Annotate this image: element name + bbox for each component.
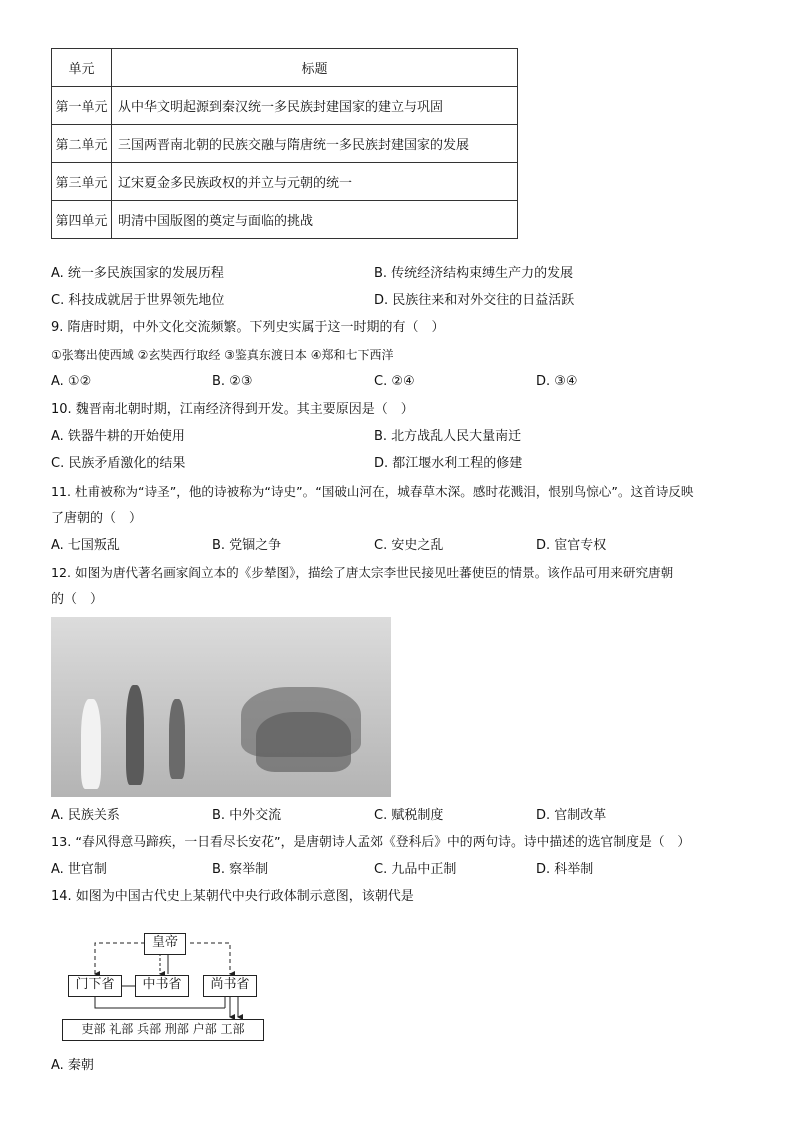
q11-stem-line2: 了唐朝的（ ） bbox=[51, 511, 143, 526]
unit-cell: 第四单元 bbox=[52, 201, 112, 239]
q10-option-a: A. 铁器牛耕的开始使用 bbox=[51, 429, 185, 444]
q12-option-b: B. 中外交流 bbox=[212, 808, 282, 823]
q11-option-b: B. 党锢之争 bbox=[212, 538, 282, 553]
q11-option-a: A. 七国叛乱 bbox=[51, 538, 120, 553]
q11-stem-line1: 11. 杜甫被称为“诗圣”，他的诗被称为“诗史”。“国破山河在，城春草木深。感时花溅泪，恨别鸟惊心”。这首诗反映 bbox=[51, 484, 694, 499]
q12-option-d: D. 官制改革 bbox=[536, 808, 607, 823]
header-cell: 标题 bbox=[112, 49, 518, 87]
q10-option-d: D. 都江堰水利工程的修建 bbox=[374, 456, 523, 471]
zhongshu-box: 中书省 bbox=[135, 975, 189, 997]
title-cell: 从中华文明起源到秦汉统一多民族封建国家的建立与巩固 bbox=[112, 87, 518, 125]
q9-stem: 9. 隋唐时期，中外文化交流频繁。下列史实属于这一时期的有（ ） bbox=[51, 320, 445, 335]
ministries-box: 吏部 礼部 兵部 刑部 户部 工部 bbox=[62, 1019, 264, 1041]
shangshu-box: 尚书省 bbox=[203, 975, 257, 997]
header-cell: 单元 bbox=[52, 49, 112, 87]
emperor-box: 皇帝 bbox=[144, 933, 186, 955]
unit-cell: 第一单元 bbox=[52, 87, 112, 125]
q11-option-d: D. 宦官专权 bbox=[536, 538, 607, 553]
title-cell: 明清中国版图的奠定与面临的挑战 bbox=[112, 201, 518, 239]
q14-option-a: A. 秦朝 bbox=[51, 1058, 94, 1073]
q9-option-d: D. ③④ bbox=[536, 374, 578, 389]
q9-option-a: A. ①② bbox=[51, 374, 92, 389]
title-cell: 辽宋夏金多民族政权的并立与元朝的统一 bbox=[112, 163, 518, 201]
q9-option-c: C. ②④ bbox=[374, 374, 415, 389]
q10-stem: 10. 魏晋南北朝时期，江南经济得到开发。其主要原因是（ ） bbox=[51, 402, 414, 417]
q8-option-d: D. 民族往来和对外交往的日益活跃 bbox=[374, 293, 575, 308]
q13-option-d: D. 科举制 bbox=[536, 862, 594, 877]
q13-option-a: A. 世官制 bbox=[51, 862, 107, 877]
q12-option-a: A. 民族关系 bbox=[51, 808, 120, 823]
q9-option-b: B. ②③ bbox=[212, 374, 253, 389]
q8-option-b: B. 传统经济结构束缚生产力的发展 bbox=[374, 266, 574, 281]
unit-cell: 第三单元 bbox=[52, 163, 112, 201]
q9-items: ①张骞出使西域 ②玄奘西行取经 ③鉴真东渡日本 ④郑和七下西洋 bbox=[51, 348, 394, 362]
q14-stem: 14. 如图为中国古代史上某朝代中央行政体制示意图，该朝代是 bbox=[51, 889, 414, 904]
q12-stem-line1: 12. 如图为唐代著名画家阎立本的《步辇图》，描绘了唐太宗李世民接见吐蕃使臣的情景。该作品可用来研究唐朝 bbox=[51, 565, 674, 580]
q10-option-b: B. 北方战乱人民大量南迁 bbox=[374, 429, 522, 444]
q13-option-c: C. 九品中正制 bbox=[374, 862, 457, 877]
q8-option-a: A. 统一多民族国家的发展历程 bbox=[51, 266, 224, 281]
unit-cell: 第二单元 bbox=[52, 125, 112, 163]
q12-option-c: C. 赋税制度 bbox=[374, 808, 444, 823]
q13-option-b: B. 察举制 bbox=[212, 862, 269, 877]
q13-stem: 13. “春风得意马蹄疾，一日看尽长安花”，是唐朝诗人孟郊《登科后》中的两句诗。诗中描述的选官制度是（ ） bbox=[51, 835, 691, 850]
q12-stem-line2: 的（ ） bbox=[51, 592, 104, 607]
q11-option-c: C. 安史之乱 bbox=[374, 538, 444, 553]
menxia-box: 门下省 bbox=[68, 975, 122, 997]
title-cell: 三国两晋南北朝的民族交融与隋唐统一多民族封建国家的发展 bbox=[112, 125, 518, 163]
q10-option-c: C. 民族矛盾激化的结果 bbox=[51, 456, 186, 471]
q8-option-c: C. 科技成就居于世界领先地位 bbox=[51, 293, 225, 308]
